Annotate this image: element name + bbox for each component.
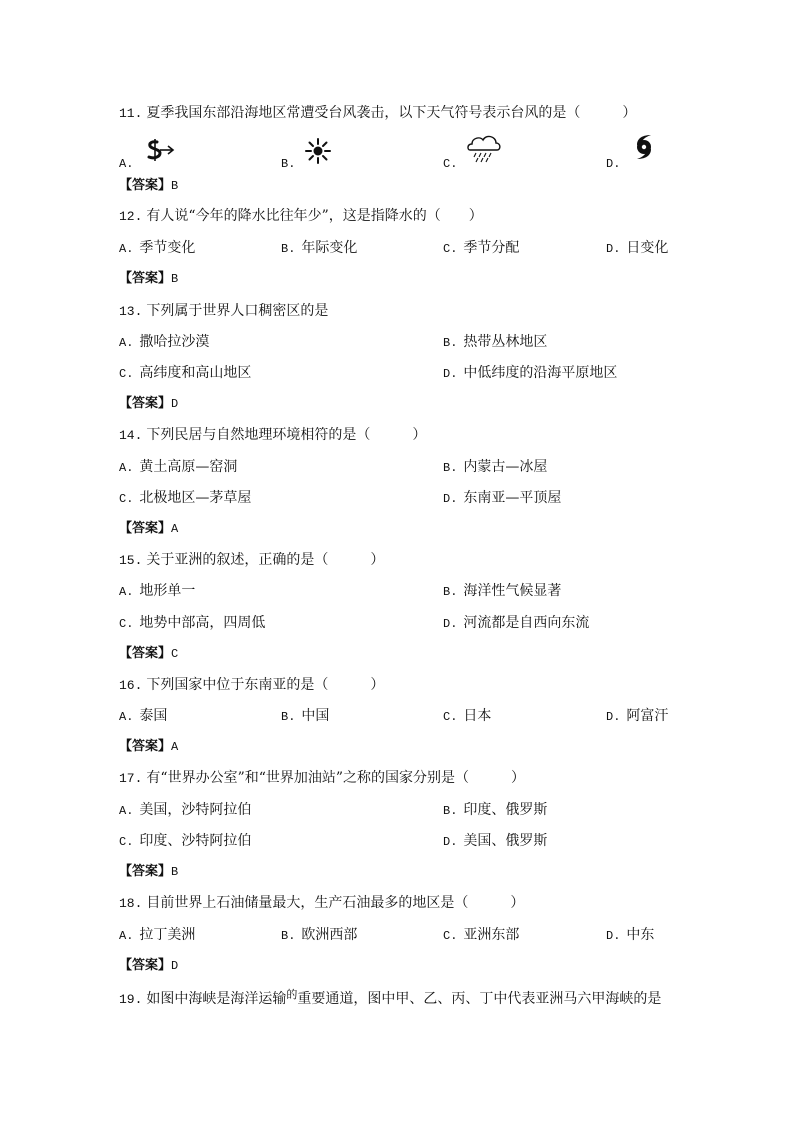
option-label: C. (443, 710, 458, 724)
answer-value: A (171, 740, 179, 754)
option-text: 日本 (463, 708, 492, 724)
option-label: B. (443, 336, 458, 350)
option-text: 亚洲东部 (463, 927, 520, 943)
answer-16 (119, 738, 178, 756)
question-stem: 夏季我国东部沿海地区常遭受台风袭击，以下天气符号表示台风的是（ ） (146, 105, 637, 121)
option-label: A. (119, 336, 134, 350)
option-text: 中国 (301, 708, 330, 724)
answer-label: 【答案】 (119, 521, 172, 536)
option-c[interactable] (443, 707, 491, 726)
question-13-text (119, 302, 328, 321)
option-label: A. (119, 804, 134, 818)
option-c[interactable] (119, 832, 251, 851)
answer-value: D (171, 397, 179, 411)
option-d[interactable] (606, 926, 654, 945)
question-number: 13. (119, 304, 143, 319)
rain-cloud-icon (466, 133, 502, 163)
question-stem: 下列民居与自然地理环境相符的是（ ） (146, 427, 427, 443)
option-label: B. (281, 242, 296, 256)
option-text: 东南亚—平顶屋 (463, 490, 562, 506)
option-text: 拉丁美洲 (139, 927, 196, 943)
option-a[interactable] (119, 154, 139, 173)
answer-18 (119, 957, 178, 975)
option-d[interactable] (606, 154, 626, 173)
answer-label: 【答案】 (119, 271, 172, 286)
option-text: 美国、俄罗斯 (463, 833, 548, 849)
question-stem-part: 重要通道，图中甲、乙、丙、丁中代表亚洲马六甲海峡的是 (297, 991, 662, 1007)
option-label: B. (281, 157, 296, 171)
option-text: 地形单一 (139, 583, 196, 599)
question-12-text (119, 207, 483, 226)
option-label: D. (606, 157, 621, 171)
question-18-text (119, 894, 524, 913)
question-stem: 下列属于世界人口稠密区的是 (146, 303, 329, 319)
answer-value: D (171, 959, 179, 973)
option-label: D. (443, 835, 458, 849)
option-d[interactable] (443, 614, 589, 633)
answer-14 (119, 520, 178, 538)
question-stem-part: 如图中海峡是海洋运输 (146, 991, 287, 1007)
option-label: A. (119, 157, 134, 171)
option-label: B. (443, 585, 458, 599)
question-14-text (119, 426, 426, 445)
question-stem: 有人说“今年的降水比往年少”，这是指降水的（ ） (146, 208, 483, 224)
option-d[interactable] (443, 832, 547, 851)
answer-value: B (171, 179, 179, 193)
option-text: 撒哈拉沙漠 (139, 334, 210, 350)
answer-13 (119, 395, 178, 413)
option-label: D. (606, 242, 621, 256)
option-label: A. (119, 461, 134, 475)
option-label: C. (119, 835, 134, 849)
answer-17 (119, 863, 178, 881)
option-b[interactable] (281, 154, 301, 173)
option-text: 内蒙古—冰屋 (463, 459, 548, 475)
option-text: 黄土高原—窑洞 (139, 459, 238, 475)
answer-label: 【答案】 (119, 864, 172, 879)
option-d[interactable] (443, 489, 561, 508)
question-15-text (119, 551, 384, 570)
option-c[interactable] (443, 154, 463, 173)
option-text: 季节变化 (139, 240, 196, 256)
option-label: A. (119, 585, 134, 599)
question-number: 16. (119, 678, 143, 693)
option-b[interactable] (281, 926, 357, 945)
option-label: D. (606, 929, 621, 943)
option-text: 高纬度和高山地区 (139, 365, 252, 381)
option-label: B. (443, 461, 458, 475)
option-d[interactable] (443, 364, 617, 383)
question-number: 17. (119, 771, 143, 786)
option-label: A. (119, 242, 134, 256)
option-text: 印度、沙特阿拉伯 (139, 833, 252, 849)
option-label: C. (443, 242, 458, 256)
typhoon-icon (632, 133, 656, 161)
option-label: C. (443, 929, 458, 943)
option-text: 地势中部高，四周低 (139, 615, 266, 631)
option-label: C. (119, 617, 134, 631)
question-number: 18. (119, 896, 143, 911)
question-stem-superscript: 的 (286, 988, 298, 1001)
question-stem: 有“世界办公室”和“世界加油站”之称的国家分别是（ ） (146, 770, 526, 786)
answer-value: B (171, 865, 179, 879)
option-a[interactable] (119, 582, 195, 601)
option-c[interactable] (119, 489, 251, 508)
option-text: 阿富汗 (626, 708, 669, 724)
option-text: 年际变化 (301, 240, 358, 256)
question-number: 19. (119, 992, 143, 1007)
option-b[interactable] (281, 707, 329, 726)
option-label: B. (281, 929, 296, 943)
answer-label: 【答案】 (119, 396, 172, 411)
answer-label: 【答案】 (119, 646, 172, 661)
answer-value: A (171, 522, 179, 536)
answer-11 (119, 177, 178, 195)
answer-label: 【答案】 (119, 958, 172, 973)
question-number: 15. (119, 553, 143, 568)
option-d[interactable] (606, 239, 668, 258)
option-label: C. (119, 492, 134, 506)
option-text: 印度、俄罗斯 (463, 802, 548, 818)
option-a[interactable] (119, 239, 195, 258)
answer-label: 【答案】 (119, 739, 172, 754)
option-text: 河流都是自西向东流 (463, 615, 590, 631)
option-label: D. (606, 710, 621, 724)
option-text: 日变化 (626, 240, 669, 256)
option-a[interactable] (119, 926, 195, 945)
answer-value: C (171, 647, 179, 661)
option-b[interactable] (443, 333, 547, 352)
option-text: 热带丛林地区 (463, 334, 548, 350)
answer-value: B (171, 272, 179, 286)
option-b[interactable] (443, 801, 547, 820)
option-label: B. (281, 710, 296, 724)
question-16-text (119, 676, 384, 695)
option-text: 泰国 (139, 708, 168, 724)
option-d[interactable] (606, 707, 668, 726)
option-label: C. (119, 367, 134, 381)
sun-icon (305, 138, 331, 164)
option-text: 欧洲西部 (301, 927, 358, 943)
answer-15 (119, 645, 178, 663)
answer-label: 【答案】 (119, 178, 172, 193)
option-b[interactable] (281, 239, 357, 258)
option-text: 海洋性气候显著 (463, 583, 562, 599)
option-c[interactable] (443, 926, 519, 945)
question-19-text (119, 990, 661, 1009)
option-label: D. (443, 492, 458, 506)
option-c[interactable] (119, 614, 265, 633)
option-text: 中东 (626, 927, 655, 943)
option-label: B. (443, 804, 458, 818)
option-b[interactable] (443, 582, 561, 601)
option-b[interactable] (443, 458, 547, 477)
option-text: 北极地区—茅草屋 (139, 490, 252, 506)
question-stem: 目前世界上石油储量最大，生产石油最多的地区是（ ） (146, 895, 525, 911)
option-label: A. (119, 929, 134, 943)
question-number: 14. (119, 428, 143, 443)
option-label: D. (443, 617, 458, 631)
question-number: 12. (119, 209, 143, 224)
option-a[interactable] (119, 458, 237, 477)
windstorm-arrow-icon (144, 138, 176, 164)
option-label: D. (443, 367, 458, 381)
question-number: 11. (119, 106, 143, 121)
question-stem: 关于亚洲的叙述，正确的是（ ） (146, 552, 385, 568)
option-text: 中低纬度的沿海平原地区 (463, 365, 618, 381)
option-label: A. (119, 710, 134, 724)
option-text: 季节分配 (463, 240, 520, 256)
option-c[interactable] (443, 239, 519, 258)
option-text: 美国，沙特阿拉伯 (139, 802, 252, 818)
option-label: C. (443, 157, 458, 171)
answer-12 (119, 270, 178, 288)
option-a[interactable] (119, 333, 209, 352)
option-a[interactable] (119, 707, 167, 726)
question-17-text (119, 769, 525, 788)
option-c[interactable] (119, 364, 251, 383)
question-11-text (119, 104, 636, 123)
option-a[interactable] (119, 801, 251, 820)
question-stem: 下列国家中位于东南亚的是（ ） (146, 677, 385, 693)
